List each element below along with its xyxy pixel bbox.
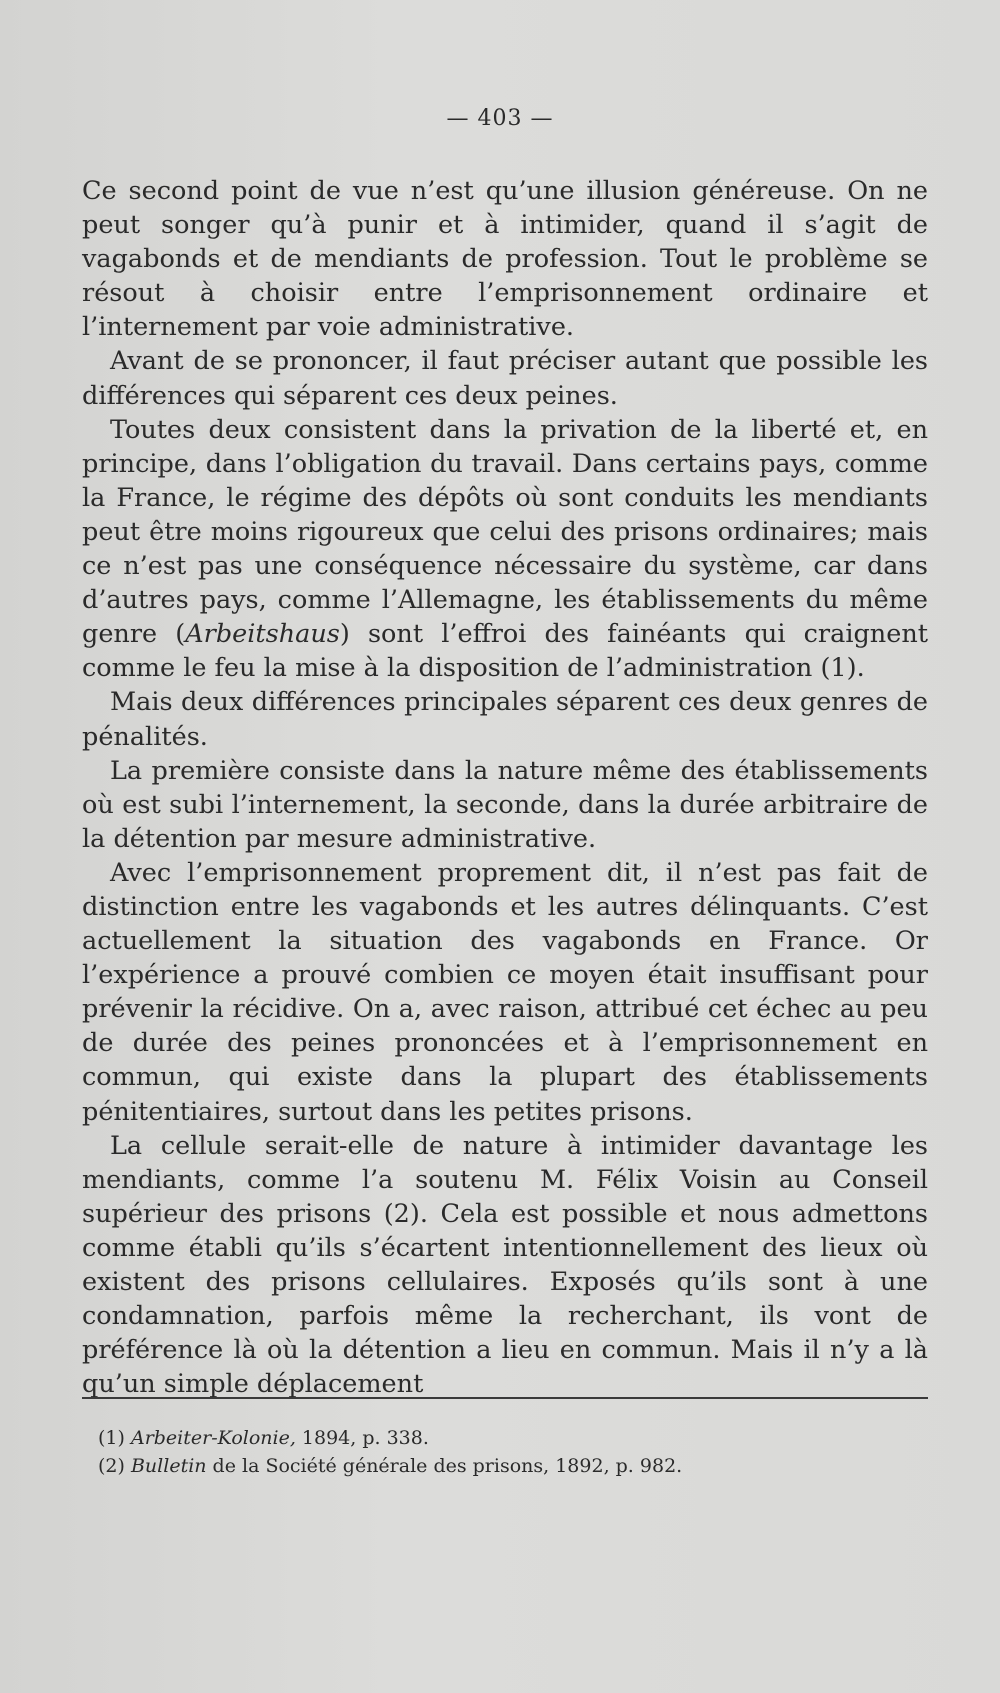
- paragraph-5: La première consiste dans la nature même des établissements où est subi l’internement, la seconde, dans la durée arbitraire de la détention par mesure administrative.: [82, 755, 928, 854]
- footnote-divider: [82, 1397, 928, 1399]
- footnotes: [98, 1424, 918, 1480]
- footnote-1-rest: 1894, p. 338.: [295, 1427, 429, 1449]
- paragraph-4: Mais deux différences principales séparent ces deux genres de pénalités.: [82, 687, 928, 752]
- paragraph-3: [82, 413, 928, 686]
- arbeitshaus-term: Arbeitshaus: [185, 619, 340, 650]
- footnote-2-title: Bulletin: [130, 1455, 207, 1477]
- footnote-1-title: Arbeiter-Kolonie,: [130, 1427, 296, 1449]
- footnote-1-marker: (1): [98, 1427, 125, 1449]
- paragraph-7: La cellule serait-elle de nature à intimider davantage les mendiants, comme l’a soutenu M. Félix Voisin au Conseil supérieur des prisons (2). Cela est possible et nous admettons comme établi qu’ils s’écartent intentionnellement des lieux où existent des prisons cellulaires. Exposés qu’ils sont à une condamnation, parfois même la recherchant, ils vont de préférence là où la détention a lieu en commun. Mais il n’y a là qu’un simple déplacement: [82, 1130, 928, 1400]
- footnote-2-marker: (2): [98, 1455, 125, 1477]
- footnote-2-rest: de la Société générale des prisons, 1892, p. 982.: [206, 1455, 683, 1477]
- paragraph-3-tail: ) sont l’effroi des fainéants qui craignent comme le feu la mise à la disposition de l’administration (1).: [82, 619, 928, 684]
- paragraph-6: Avec l’emprisonnement proprement dit, il n’est pas fait de distinction entre les vagabonds et les autres délinquants. C’est actuellement la situation des vagabonds en France. Or l’expérience a prouvé combien ce moyen était insuffisant pour prévenir la récidive. On a, avec raison, attribué cet échec au peu de durée des peines prononcées et à l’emprisonnement en commun, qui existe dans la plupart des établissements pénitentiaires, surtout dans les petites prisons.: [82, 857, 928, 1127]
- body-text: [82, 174, 928, 1401]
- page-number: — 403 —: [446, 106, 554, 131]
- paragraph-2: Avant de se prononcer, il faut préciser autant que possible les différences qui séparent ces deux peines.: [82, 346, 928, 411]
- footnote-1: [98, 1424, 918, 1452]
- paragraph-1: Ce second point de vue n’est qu’une illusion généreuse. On ne peut songer qu’à punir et à intimider, quand il s’agit de vagabonds et de mendiants de profession. Tout le problème se résout à choisir entre l’emprisonnement ordinaire et l’internement par voie administrative.: [82, 176, 928, 343]
- paragraph-3-text: Toutes deux consistent dans la privation de la liberté et, en principe, dans l’obligation du travail. Dans certains pays, comme la France, le régime des dépôts où sont conduits les mendiants peut être moins rigoureux que celui des prisons ordinaires; mais ce n’est pas une conséquence nécessaire du système, car dans d’autres pays, comme l’Allemagne, les établissements du même genre (: [82, 414, 928, 650]
- footnote-2: [98, 1452, 918, 1480]
